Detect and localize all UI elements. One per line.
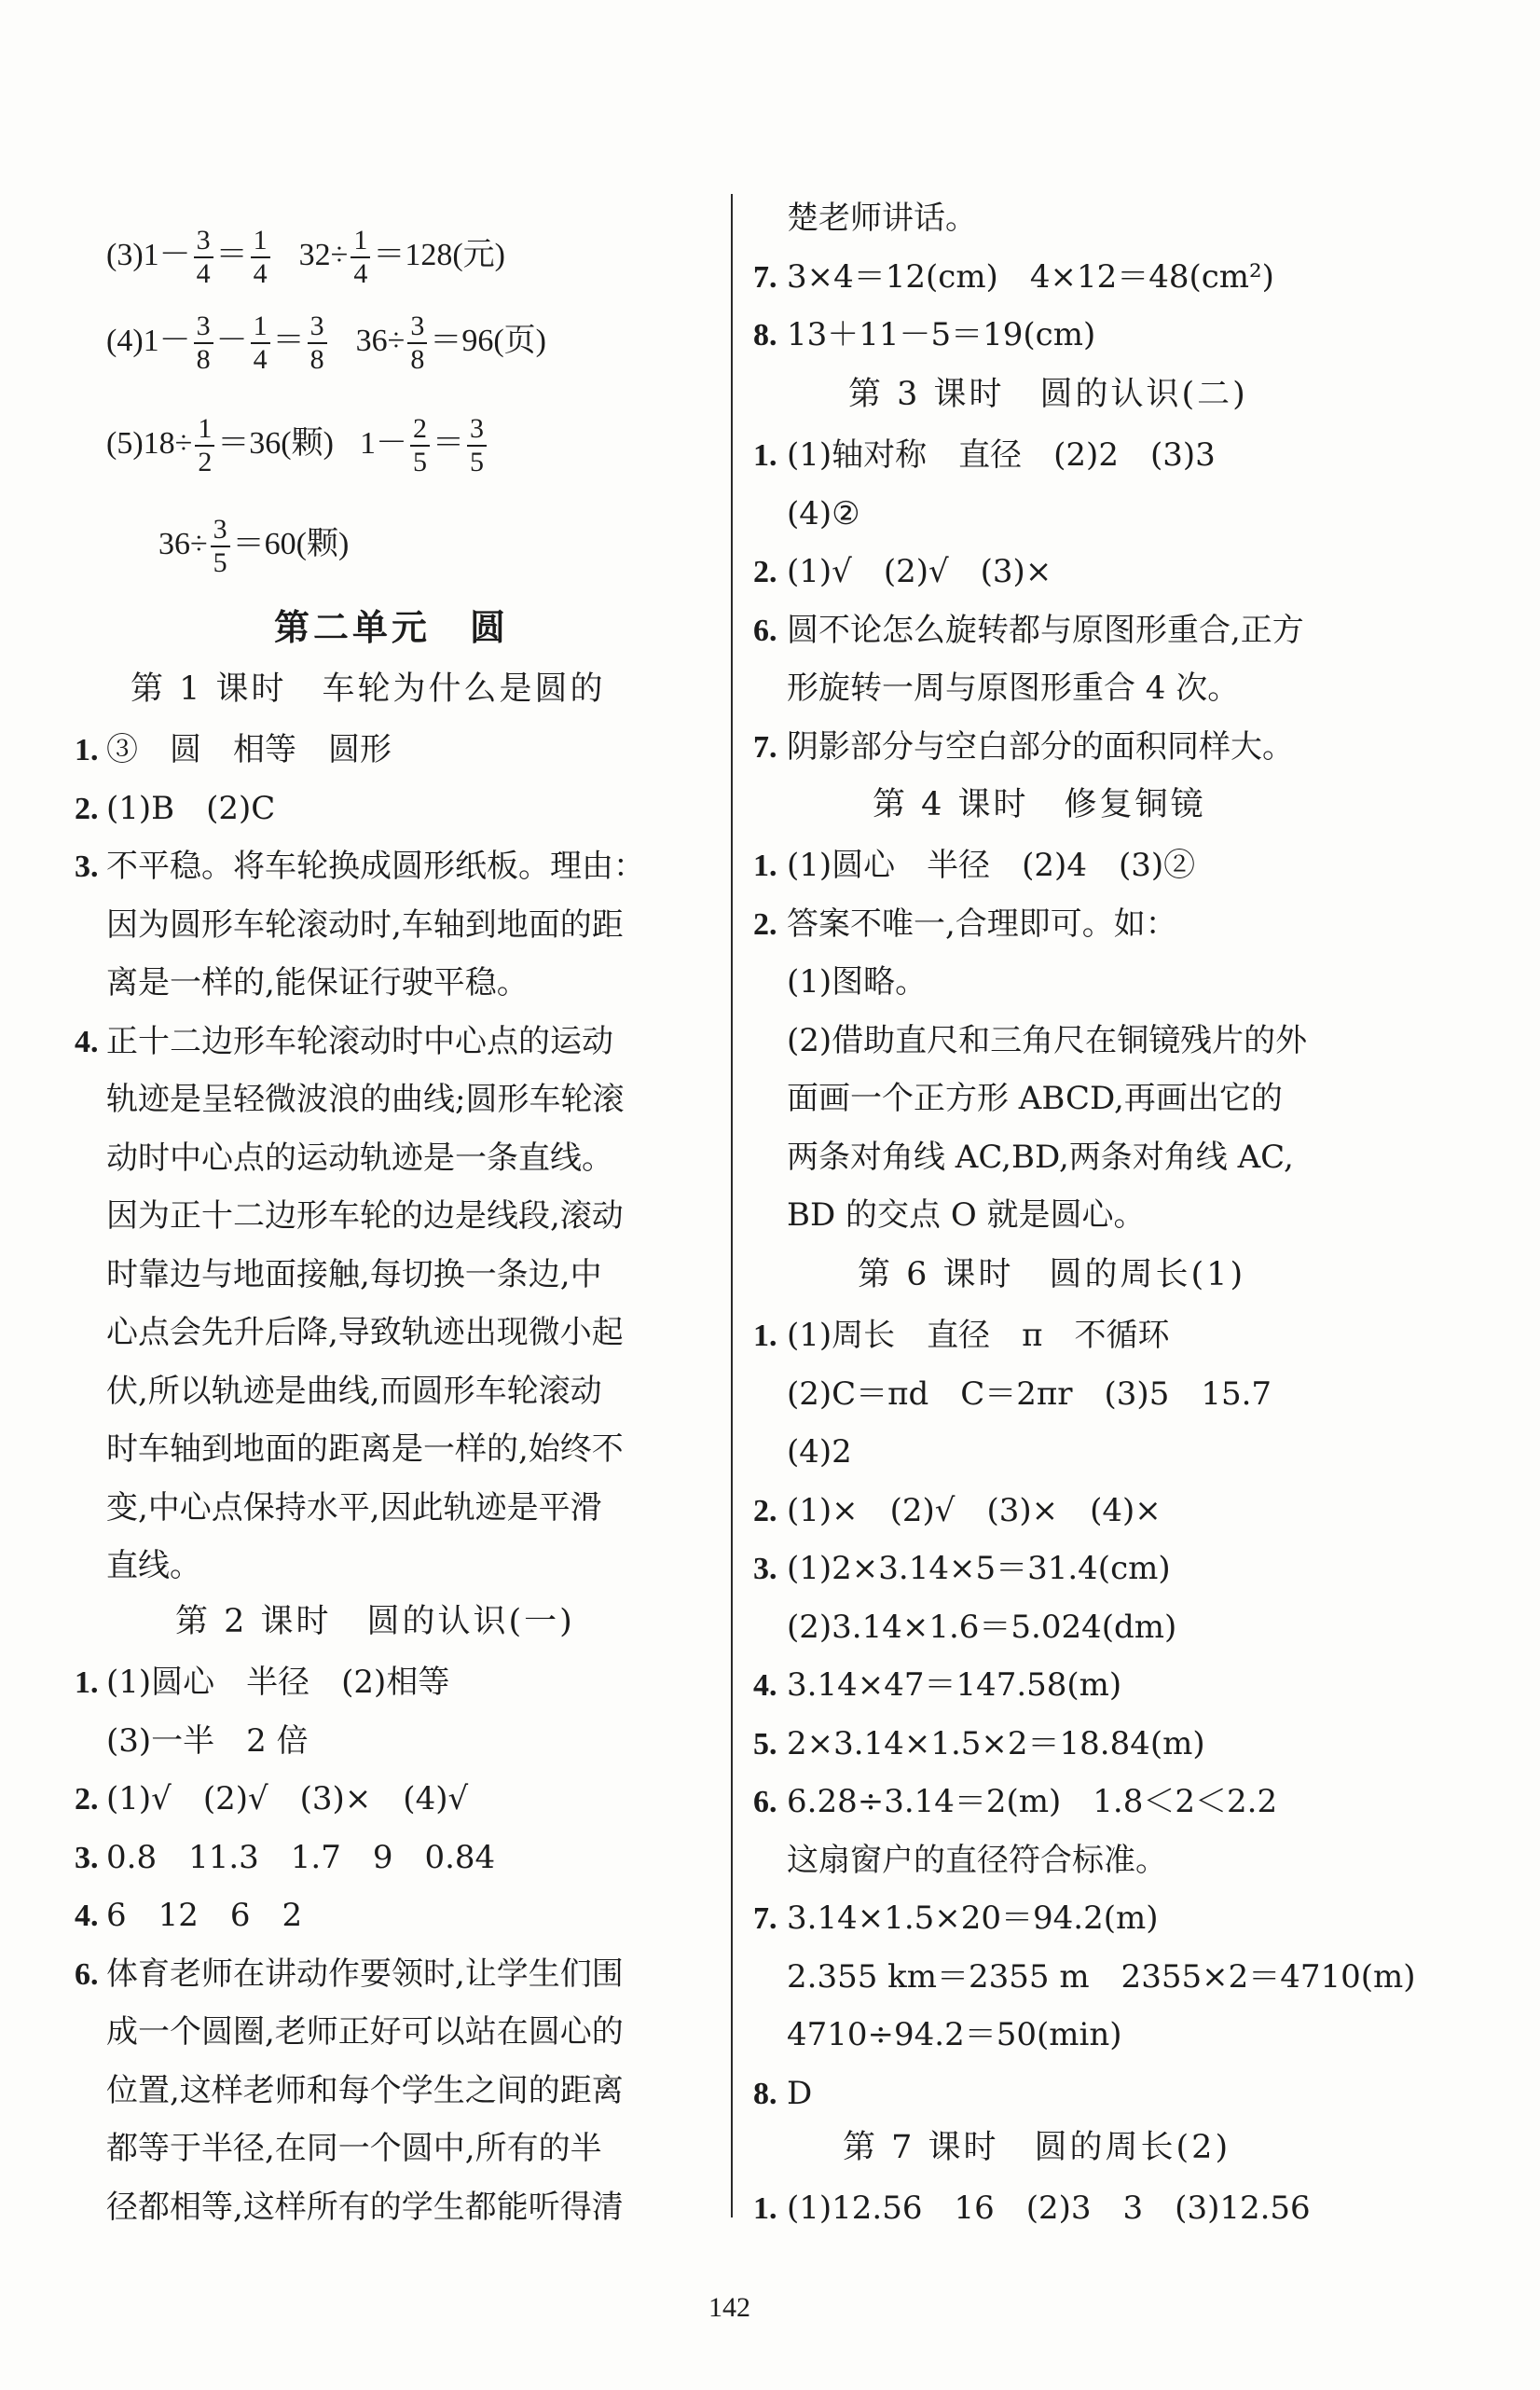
answer-line bbox=[753, 553, 1052, 590]
answer-text: 正十二边形车轮滚动时中心点的运动 bbox=[106, 1023, 613, 1060]
answer-line bbox=[753, 200, 977, 237]
answer-line bbox=[75, 2130, 602, 2167]
question-number: 6. bbox=[75, 1957, 99, 1992]
page-number: 142 bbox=[708, 2292, 750, 2323]
answer-line bbox=[753, 1900, 1159, 1937]
lesson-4-title: 第 4 课时 修复铜镜 bbox=[873, 786, 1206, 823]
answer-line bbox=[753, 1375, 1272, 1413]
answer-line bbox=[753, 1666, 1121, 1704]
question-number: 1. bbox=[753, 438, 777, 473]
answer-line bbox=[753, 1139, 1294, 1176]
answer-text: (4)② bbox=[787, 495, 860, 532]
lesson-1-title: 第 1 课时 车轮为什么是圆的 bbox=[131, 670, 606, 708]
answer-text: 形旋转一周与原图形重合 4 次。 bbox=[787, 670, 1240, 707]
answer-text: 2.355 km＝2355 m 2355×2＝4710(m) bbox=[787, 1958, 1416, 1996]
answer-text: (1)12.56 16 (2)3 3 (3)12.56 bbox=[787, 2190, 1311, 2227]
answer-line bbox=[75, 2189, 624, 2226]
question-number: 7. bbox=[753, 1901, 777, 1936]
answer-q3: (3)1－ $\frac{3}{4}$ ＝ $\frac{1}{4}$ 32÷ $\frac{1}{4}$ ＝128(元) bbox=[106, 225, 505, 290]
answer-line bbox=[753, 1022, 1307, 1059]
answer-text: 因为圆形车轮滚动时,车轴到地面的距 bbox=[106, 906, 624, 944]
answer-text: (2)借助直尺和三角尺在铜镜残片的外 bbox=[787, 1022, 1308, 1059]
answer-line bbox=[753, 1196, 1146, 1234]
answer-line bbox=[75, 1197, 624, 1235]
question-number: 4. bbox=[753, 1668, 777, 1703]
answer-line bbox=[753, 1492, 1162, 1529]
lesson-3-title: 第 3 课时 圆的认识(二) bbox=[848, 376, 1248, 413]
answer-line bbox=[753, 436, 1216, 474]
answer-text: (3)一半 2 倍 bbox=[106, 1722, 309, 1760]
answer-line bbox=[753, 1433, 852, 1471]
answer-text: 6 12 6 2 bbox=[106, 1897, 303, 1934]
answer-text: 轨迹是呈轻微波浪的曲线;圆形车轮滚 bbox=[106, 1081, 625, 1118]
answer-text: 时靠边与地面接触,每切换一条边,中 bbox=[106, 1256, 602, 1293]
answer-text: 13＋11－5＝19(cm) bbox=[787, 316, 1096, 353]
column-divider bbox=[731, 194, 733, 2217]
answer-text: (4)2 bbox=[787, 1433, 852, 1471]
answer-q4: (4)1－ $\frac{3}{8}$ － $\frac{1}{4}$ ＝ $\frac{3}{8}$ 36÷ $\frac{3}{8}$ ＝96(页) bbox=[106, 311, 546, 376]
answer-line bbox=[753, 1550, 1171, 1587]
answer-line bbox=[75, 848, 645, 885]
answer-text: 直线。 bbox=[106, 1547, 201, 1584]
answer-text: (1)√ (2)√ (3)× (4)√ bbox=[106, 1780, 469, 1817]
answer-text: D bbox=[787, 2075, 813, 2112]
answer-text: 圆不论怎么旋转都与原图形重合,正方 bbox=[787, 612, 1304, 649]
answer-line bbox=[75, 1897, 302, 1934]
lesson-2-title: 第 2 课时 圆的认识(一) bbox=[175, 1603, 575, 1640]
answer-text: 3×4＝12(cm) 4×12＝48(cm²) bbox=[787, 258, 1274, 296]
question-number: 2. bbox=[753, 907, 777, 942]
answer-text: 体育老师在讲动作要领时,让学生们围 bbox=[106, 1955, 624, 1993]
question-number: 3. bbox=[75, 850, 99, 884]
answer-line bbox=[75, 1140, 613, 1177]
question-number: 8. bbox=[753, 318, 777, 352]
answer-text: 成一个圆圈,老师正好可以站在圆心的 bbox=[106, 2013, 624, 2051]
answer-text: 因为正十二边形车轮的边是线段,滚动 bbox=[106, 1197, 624, 1235]
answer-text: 心点会先升后降,导致轨迹出现微小起 bbox=[106, 1314, 624, 1351]
answer-text: ③ 圆 相等 圆形 bbox=[106, 731, 392, 768]
answer-text: 6.28÷3.14＝2(m) 1.8＜2＜2.2 bbox=[787, 1783, 1278, 1820]
answer-line bbox=[753, 2190, 1311, 2227]
answer-text: (1)轴对称 直径 (2)2 (3)3 bbox=[787, 436, 1216, 474]
answer-line bbox=[75, 1722, 309, 1760]
answer-text: (1)图略。 bbox=[787, 963, 928, 1001]
lesson-7-title: 第 7 课时 圆的周长(2) bbox=[843, 2129, 1231, 2166]
question-number: 1. bbox=[753, 1319, 777, 1353]
question-number: 8. bbox=[753, 2077, 777, 2111]
answer-line bbox=[75, 1430, 624, 1468]
answer-text: 4710÷94.2＝50(min) bbox=[787, 2016, 1122, 2053]
answer-line bbox=[75, 1664, 449, 1701]
answer-text: 楚老师讲话。 bbox=[787, 200, 977, 237]
answer-text: BD 的交点 O 就是圆心。 bbox=[787, 1196, 1146, 1234]
answer-text: 两条对角线 AC,BD,两条对角线 AC, bbox=[787, 1139, 1294, 1176]
answer-text: (2)C＝πd C＝2πr (3)5 15.7 bbox=[787, 1375, 1272, 1413]
answer-line bbox=[753, 1317, 1170, 1354]
question-number: 1. bbox=[753, 2191, 777, 2226]
answer-line bbox=[75, 1839, 495, 1876]
answer-line bbox=[75, 1955, 624, 1993]
answer-line bbox=[753, 1958, 1416, 1996]
answer-line bbox=[75, 2013, 624, 2051]
answer-line bbox=[753, 670, 1239, 707]
question-number: 1. bbox=[75, 733, 99, 767]
question-number: 6. bbox=[753, 1785, 777, 1819]
answer-line bbox=[75, 790, 275, 827]
answer-text: 0.8 11.3 1.7 9 0.84 bbox=[106, 1839, 496, 1876]
answer-line bbox=[753, 905, 1177, 943]
answer-line bbox=[75, 964, 529, 1002]
answer-line bbox=[75, 2072, 624, 2109]
answer-text: (1)× (2)√ (3)× (4)× bbox=[787, 1492, 1162, 1529]
answer-text: 位置,这样老师和每个学生之间的距离 bbox=[106, 2072, 624, 2109]
answer-text: 不平稳。将车轮换成圆形纸板。理由： bbox=[106, 848, 645, 885]
answer-line bbox=[753, 495, 860, 532]
answer-line bbox=[75, 1314, 624, 1351]
question-number: 1. bbox=[75, 1665, 99, 1700]
answer-text: 3.14×47＝147.58(m) bbox=[787, 1666, 1122, 1704]
question-number: 3. bbox=[753, 1552, 777, 1586]
lesson-6-title: 第 6 课时 圆的周长(1) bbox=[858, 1256, 1246, 1293]
answer-text: 阴影部分与空白部分的面积同样大。 bbox=[787, 728, 1294, 766]
question-number: 7. bbox=[753, 260, 777, 295]
answer-text: 动时中心点的运动轨迹是一条直线。 bbox=[106, 1140, 613, 1177]
answer-text: 离是一样的,能保证行驶平稳。 bbox=[106, 964, 529, 1002]
answer-line bbox=[75, 1489, 602, 1527]
answer-line bbox=[75, 731, 392, 768]
answer-line bbox=[753, 316, 1095, 353]
answer-line bbox=[753, 258, 1274, 296]
answer-q5-cont: 36÷ $\frac{3}{5}$ ＝60(颗) bbox=[158, 514, 350, 579]
answer-text: (1)B (2)C bbox=[106, 790, 276, 827]
answer-text: 伏,所以轨迹是曲线,而圆形车轮滚动 bbox=[106, 1373, 602, 1410]
answer-text: (1)圆心 半径 (2)相等 bbox=[106, 1664, 450, 1701]
question-number: 3. bbox=[75, 1841, 99, 1875]
answer-line bbox=[75, 1081, 624, 1118]
answer-line bbox=[753, 728, 1294, 766]
answer-line bbox=[753, 1080, 1283, 1117]
question-number: 2. bbox=[753, 1494, 777, 1528]
answer-text: 2×3.14×1.5×2＝18.84(m) bbox=[787, 1725, 1205, 1762]
question-number: 2. bbox=[75, 1782, 99, 1817]
question-number: 5. bbox=[753, 1727, 777, 1761]
answer-line bbox=[753, 963, 927, 1001]
answer-text: (1)圆心 半径 (2)4 (3)② bbox=[787, 847, 1196, 884]
answer-text: (1)2×3.14×5＝31.4(cm) bbox=[787, 1550, 1171, 1587]
answer-line bbox=[753, 1783, 1277, 1820]
answer-line bbox=[75, 1256, 602, 1293]
question-number: 4. bbox=[75, 1025, 99, 1059]
question-number: 6. bbox=[753, 614, 777, 648]
answer-line bbox=[75, 1373, 602, 1410]
answer-text: 3.14×1.5×20＝94.2(m) bbox=[787, 1900, 1159, 1937]
question-number: 2. bbox=[753, 555, 777, 589]
answer-line bbox=[75, 906, 624, 944]
question-number: 2. bbox=[75, 792, 99, 826]
answer-line bbox=[75, 1547, 201, 1584]
question-number: 1. bbox=[753, 849, 777, 883]
answer-text: 答案不唯一,合理即可。如： bbox=[787, 905, 1177, 943]
answer-line bbox=[753, 1725, 1205, 1762]
answer-text: 都等于半径,在同一个圆中,所有的半 bbox=[106, 2130, 602, 2167]
answer-text: (1)周长 直径 π 不循环 bbox=[787, 1317, 1170, 1354]
answer-text: 这扇窗户的直径符合标准。 bbox=[787, 1842, 1167, 1879]
answer-line bbox=[753, 2075, 812, 2112]
answer-line bbox=[753, 612, 1304, 649]
answer-q5: (5)18÷ $\frac{1}{2}$ ＝36(颗) 1－ $\frac{2}{5}$ ＝ $\frac{3}{5}$ bbox=[106, 407, 489, 481]
answer-line bbox=[75, 1780, 468, 1817]
question-number: 7. bbox=[753, 730, 777, 765]
answer-text: 径都相等,这样所有的学生都能听得清 bbox=[106, 2189, 624, 2226]
answer-line bbox=[75, 1023, 613, 1060]
unit-title: 第二单元 圆 bbox=[274, 606, 510, 648]
answer-line bbox=[753, 1842, 1167, 1879]
answer-line bbox=[753, 1609, 1176, 1646]
answer-text: (1)√ (2)√ (3)× bbox=[787, 553, 1052, 590]
question-number: 4. bbox=[75, 1899, 99, 1933]
answer-text: 面画一个正方形 ABCD,再画出它的 bbox=[787, 1080, 1283, 1117]
answer-text: 变,中心点保持水平,因此轨迹是平滑 bbox=[106, 1489, 602, 1527]
answer-text: (2)3.14×1.6＝5.024(dm) bbox=[787, 1609, 1177, 1646]
answer-line bbox=[753, 847, 1195, 884]
answer-text: 时车轴到地面的距离是一样的,始终不 bbox=[106, 1430, 624, 1468]
answer-line bbox=[753, 2016, 1122, 2053]
